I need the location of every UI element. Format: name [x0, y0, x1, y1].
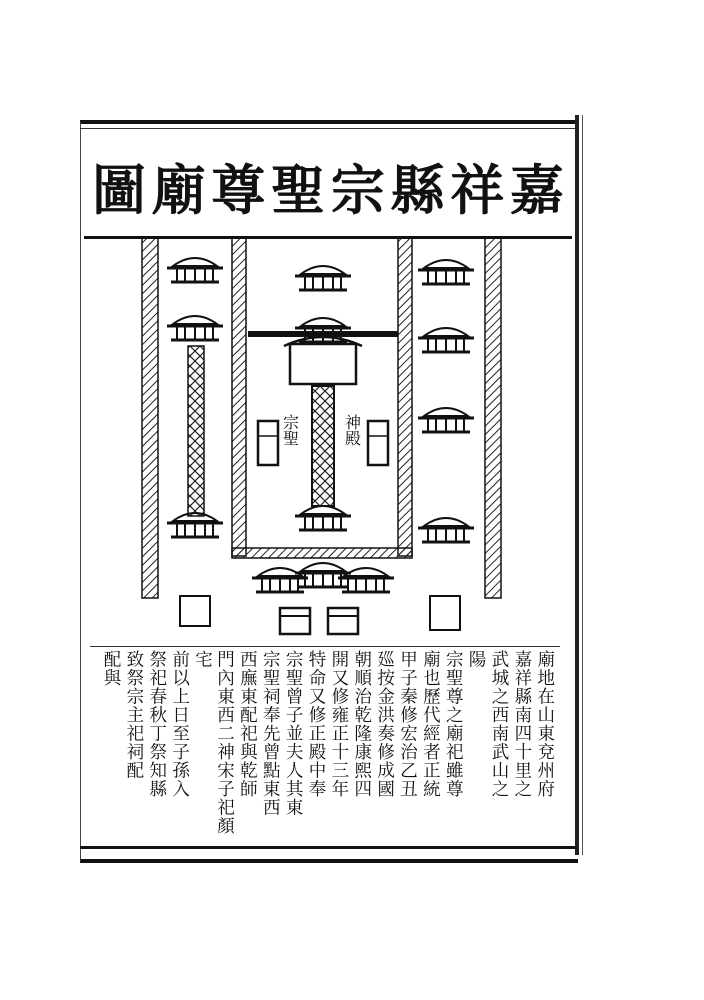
body-text: [100, 650, 556, 840]
gate-frame-left: [280, 608, 310, 634]
text-column: 廟也歷代經者正統: [420, 650, 441, 798]
text-column: 宗聖祠奉先曾點東西: [260, 650, 281, 817]
temple-layout-illustration: [140, 236, 510, 646]
text-top-rule: [90, 646, 560, 647]
text-column: 門內東西二神宋子祀顏宅: [192, 650, 235, 835]
illus-label: 神殿: [342, 414, 362, 446]
illus-label: 宗聖: [280, 414, 300, 446]
text-column: 特命又修正殿中奉: [306, 650, 326, 798]
text-column: 廟地在山東兗州府: [534, 650, 555, 798]
frame-right-border-thin: [582, 115, 583, 855]
text-column: 前以上日至子孫入: [169, 650, 190, 798]
gate-frame-right: [328, 608, 358, 634]
text-column: 嘉祥縣南四十里之: [511, 650, 532, 798]
text-column: 配與: [101, 650, 121, 687]
frame-inner-rule: [80, 128, 577, 129]
east-inner-wall: [398, 238, 412, 556]
title-char: 尊: [211, 158, 266, 222]
text-column: 宗聖尊之廟祀雖尊: [443, 650, 464, 798]
stele-left: [180, 596, 210, 626]
title-char: 嘉: [509, 158, 564, 222]
title-char: 廟: [151, 158, 206, 222]
text-column: 朝順治乾隆康熙四: [351, 650, 372, 798]
text-column: 廵按金洪奏修成國: [374, 650, 395, 798]
text-column: 西廡東配祀與乾師: [237, 650, 258, 798]
title-char: 縣: [390, 158, 445, 222]
stele-right: [430, 596, 460, 630]
west-inner-wall: [232, 238, 246, 556]
title-char: 宗: [330, 158, 385, 222]
page-bottom-rule: [80, 846, 577, 849]
west-outer-wall: [142, 238, 158, 598]
page-title: [86, 150, 570, 230]
text-column: 致祭宗主祀祠配: [123, 650, 144, 780]
title-char: 聖: [271, 158, 326, 222]
text-column: 祭祀春秋丁祭知縣: [146, 650, 167, 798]
south-inner-wall: [232, 548, 412, 558]
text-column: 武城之西南武山之: [489, 650, 509, 798]
frame-right-border: [575, 115, 579, 855]
central-walkway: [312, 386, 334, 506]
title-char: 祥: [450, 158, 505, 222]
text-column: 宗聖曾子並夫人其東: [283, 650, 304, 817]
text-column: 開又修雍正十三年: [328, 650, 349, 798]
text-column: 甲子秦修宏治乙丑: [397, 650, 418, 798]
text-column: 陽: [466, 650, 487, 669]
main-hall: [290, 344, 356, 384]
title-char: 圖: [92, 158, 146, 222]
west-walkway: [188, 346, 204, 516]
east-outer-wall: [485, 238, 501, 598]
